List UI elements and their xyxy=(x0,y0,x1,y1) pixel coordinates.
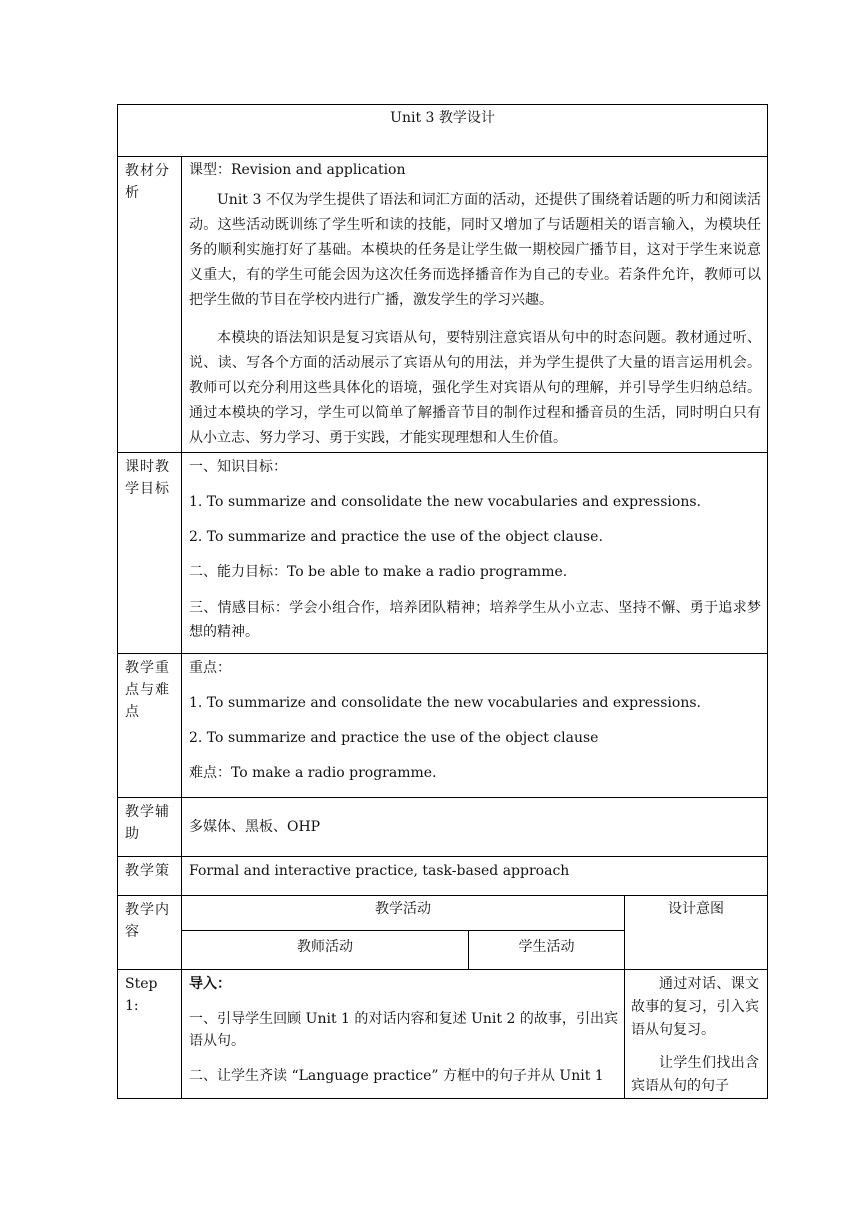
key-points-content xyxy=(182,654,768,798)
strategy-label: 教学策 xyxy=(118,857,182,896)
strategy-content: Formal and interactive practice, task-based approach xyxy=(182,857,768,896)
material-label: 教材分析 xyxy=(118,157,182,453)
teacher-activity-header: 教师活动 xyxy=(182,931,469,970)
key-points-row xyxy=(118,654,768,798)
emotional-goal: 三、情感目标：学会小组合作，培养团队精神；培养学生从小立志、坚持不懈、勇于追求梦想的精神。 xyxy=(189,600,762,640)
step1-row xyxy=(118,970,768,1099)
material-row xyxy=(118,157,768,453)
material-paragraph-2: 本模块的语法知识是复习宾语从句，要特别注意宾语从句中的时态问题。教材通过听、说、读、写各个方面的活动展示了宾语从句的用法，并为学生提供了大量的语言运用机会。教师可以充分利用这些具体化的语境，强化学生对宾语从句的理解，并引导学生归纳总结。通过本模块的学习，学生可以简单了解播音节目的制作过程和播音员的生活，同时明白只有从小立志、努力学习、勇于实践，才能实现理想和人生价值。 xyxy=(189,330,762,446)
step1-content xyxy=(182,970,625,1099)
key-point-2: 2. To summarize and practice the use of the object clause xyxy=(189,730,599,746)
difficulty: 难点：To make a radio programme. xyxy=(189,765,437,781)
student-activity-header: 学生活动 xyxy=(469,931,625,970)
title-row xyxy=(118,105,768,157)
step1-intent-1: 通过对话、课文故事的复习，引入宾语从句复习。 xyxy=(631,976,760,1038)
aids-row xyxy=(118,798,768,857)
key-points-label: 教学重点与难点 xyxy=(118,654,182,798)
objectives-row xyxy=(118,453,768,654)
knowledge-goal-1: 1. To summarize and consolidate the new vocabularies and expressions. xyxy=(189,494,701,510)
material-content xyxy=(182,157,768,453)
step1-item-1: 一、引导学生回顾 Unit 1 的对话内容和复述 Unit 2 的故事，引出宾语从句。 xyxy=(189,1011,618,1049)
step1-item-2: 二、让学生齐读 “Language practice” 方框中的句子并从 Unit 1 xyxy=(189,1068,604,1084)
aids-label: 教学辅助 xyxy=(118,798,182,857)
knowledge-goal-2: 2. To summarize and practice the use of the object clause. xyxy=(189,529,603,545)
step1-label: Step 1: xyxy=(118,970,182,1099)
ability-goal: 二、能力目标：To be able to make a radio programme. xyxy=(189,564,568,580)
key-points-heading: 重点： xyxy=(189,660,231,676)
objectives-label: 课时教学目标 xyxy=(118,453,182,654)
key-point-1: 1. To summarize and consolidate the new vocabularies and expressions. xyxy=(189,695,701,711)
page-title: Unit 3 教学设计 xyxy=(118,105,768,157)
step1-intent xyxy=(625,970,768,1099)
material-paragraph-1: Unit 3 不仅为学生提供了语法和词汇方面的活动，还提供了围绕着话题的听力和阅读活动。这些活动既训练了学生听和读的技能，同时又增加了与话题相关的语言输入，为模块任务的顺利实施打好了基础。本模块的任务是让学生做一期校园广播节目，这对于学生来说意义重大，有的学生可能会因为这次任务而选择播音作为自己的专业。若条件允许，教师可以把学生做的节目在学校内进行广播，激发学生的学习兴趣。 xyxy=(189,192,762,308)
step1-heading: 导入： xyxy=(189,976,231,992)
content-label: 教学内容 xyxy=(118,896,182,970)
lesson-plan-table xyxy=(117,104,768,1099)
design-intent-header: 设计意图 xyxy=(625,896,768,970)
course-type: 课型：Revision and application xyxy=(189,162,406,178)
aids-content: 多媒体、黑板、OHP xyxy=(182,798,768,857)
content-header-row xyxy=(118,896,768,931)
step1-intent-2: 让学生们找出含宾语从句的句子 xyxy=(631,1055,760,1094)
strategy-row xyxy=(118,857,768,896)
activities-header: 教学活动 xyxy=(182,896,625,931)
objectives-content xyxy=(182,453,768,654)
knowledge-goal-heading: 一、知识目标： xyxy=(189,459,287,475)
